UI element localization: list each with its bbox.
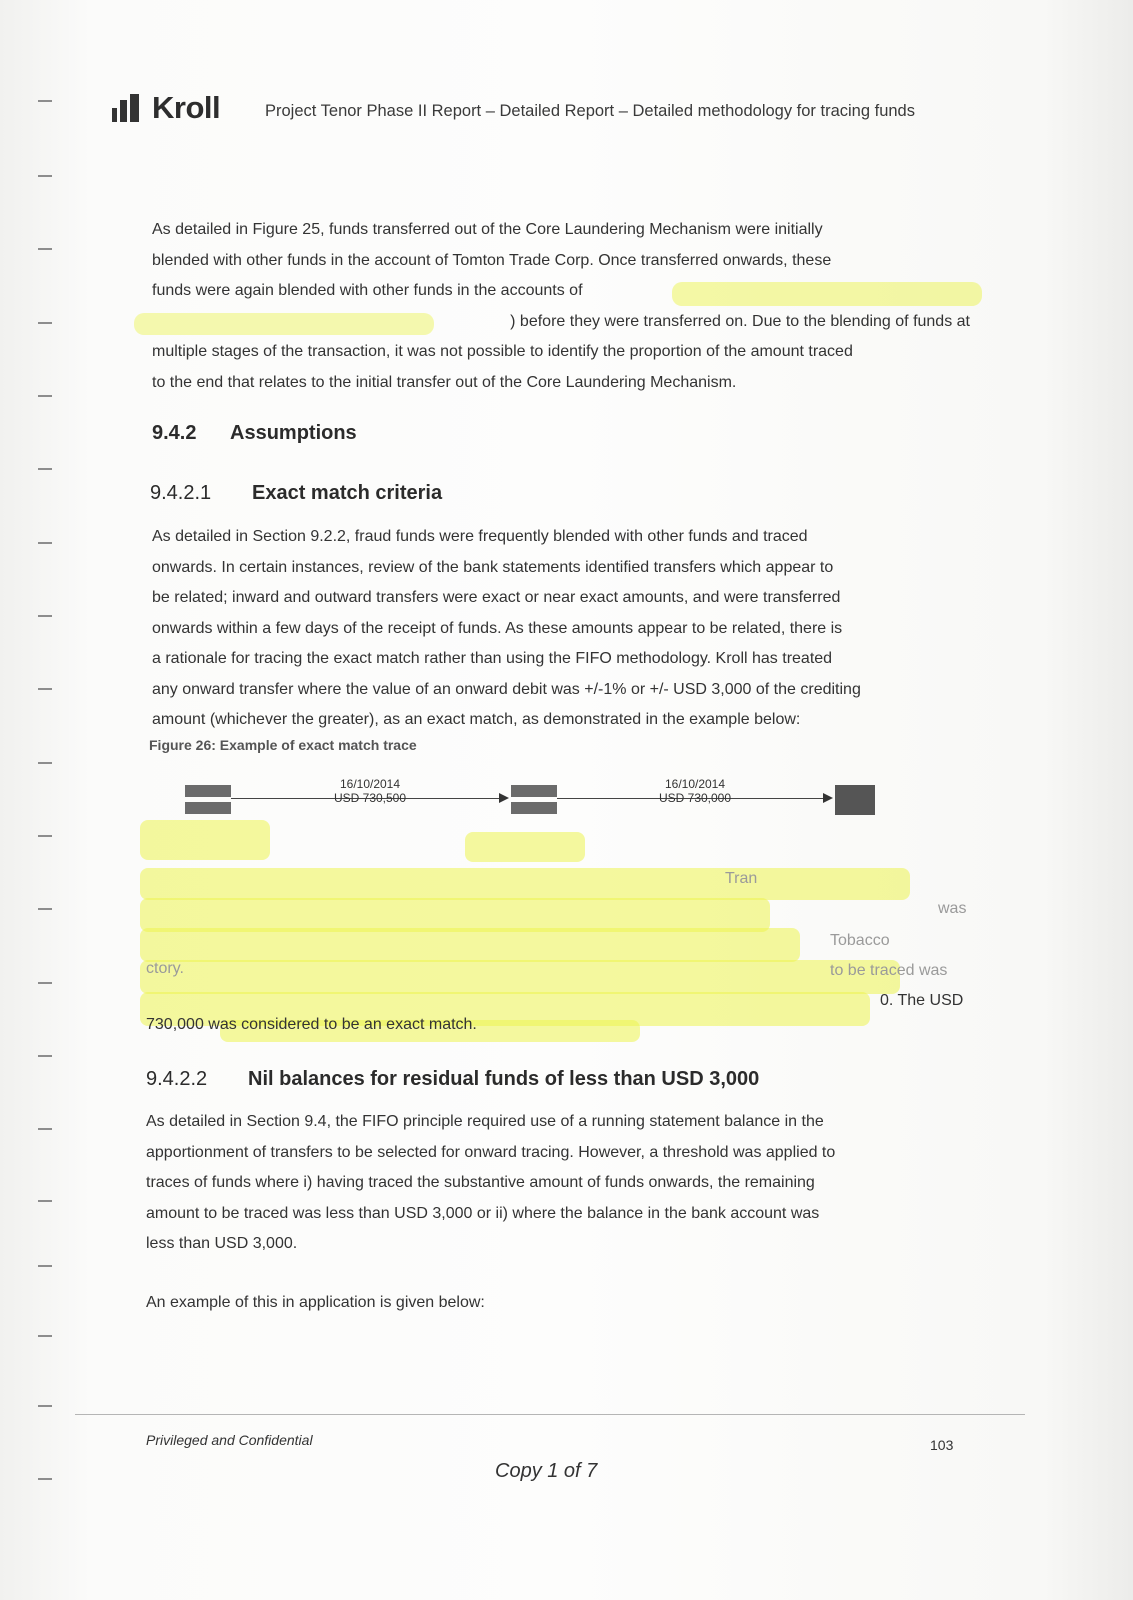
paragraph-line: be related; inward and outward transfers were exact or near exact amounts, and were transferred (152, 589, 841, 606)
paragraph-line: amount (whichever the greater), as an exact match, as demonstrated in the example below: (152, 711, 801, 728)
footer-divider (75, 1414, 1025, 1415)
intro-line: to the end that relates to the initial transfer out of the Core Laundering Mechanism. (152, 373, 737, 391)
paragraph-line: traces of funds where i) having traced the substantive amount of funds onwards, the remaining (146, 1174, 815, 1191)
subsection-heading: 9.4.2.1 Exact match criteria (150, 482, 443, 504)
intro-line: blended with other funds in the account of Tomton Trade Corp. Once transferred onwards, these (152, 251, 832, 269)
intro-paragraph (152, 215, 970, 398)
logo-text: Kroll (152, 90, 221, 125)
paragraph-line: amount to be traced was less than USD 3,000 or ii) where the balance in the bank account was (146, 1204, 820, 1222)
paragraph-line: apportionment of transfers to be selected for onward tracing. However, a threshold was applied to (146, 1143, 836, 1161)
paragraph-line: As detailed in Section 9.4, the FIFO principle required use of a running statement balance in the (146, 1113, 824, 1130)
redacted-paragraph-last-line: 730,000 was considered to be an exact match. (146, 1016, 477, 1033)
footer-confidentiality: Privileged and Confidential (146, 1432, 313, 1448)
binder-margin (38, 0, 54, 1600)
redacted-entity-node (185, 785, 231, 815)
subsection-heading: 9.4.2.2 Nil balances for residual funds of less than USD 3,000 (146, 1068, 760, 1090)
page-number: 103 (930, 1437, 954, 1453)
nil-balance-paragraph (146, 1107, 960, 1260)
paragraph-line: onwards within a few days of the receipt of funds. As these amounts appear to be related, there is (152, 619, 843, 637)
paragraph-line: less than USD 3,000. (146, 1235, 298, 1252)
exact-match-trace-figure (185, 775, 885, 825)
kroll-logo-icon (110, 94, 144, 122)
redaction-highlight (134, 313, 434, 335)
copy-stamp: Copy 1 of 7 (495, 1460, 598, 1482)
paragraph-line: a rationale for tracing the exact match rather than using the FIFO methodology. Kroll has treated (152, 650, 833, 667)
edge-label-1: 16/10/2014 USD 730,500 (333, 777, 407, 805)
intro-line: funds were again blended with other funds in the accounts of (152, 276, 970, 307)
intro-line: multiple stages of the transaction, it was not possible to identify the proportion of the amount traced (152, 343, 853, 360)
intro-line: As detailed in Figure 25, funds transferred out of the Core Laundering Mechanism were initially (152, 221, 823, 238)
example-intro-line: An example of this in application is given below: (146, 1294, 485, 1311)
edge-label-2: 16/10/2014 USD 730,000 (658, 777, 732, 805)
redaction-highlight (672, 282, 982, 306)
paragraph-line: As detailed in Section 9.2.2, fraud funds were frequently blended with other funds and traced (152, 528, 808, 545)
paragraph-line: any onward transfer where the value of an onward debit was +/-1% or +/- USD 3,000 of the crediting (152, 680, 861, 698)
redacted-entity-node (511, 785, 557, 815)
page-header (110, 88, 1010, 128)
intro-line: ) before they were transferred on. Due to the blending of funds at (152, 307, 970, 338)
redacted-entity-node (835, 785, 875, 815)
figure-caption: Figure 26: Example of exact match trace (149, 737, 417, 753)
redacted-paragraph: Tran was Tobacco ctory. to be traced was 0. The USD (140, 820, 970, 1040)
paragraph-line: onwards. In certain instances, review of the bank statements identified transfers which appear to (152, 558, 834, 576)
exact-match-paragraph (152, 522, 970, 736)
section-heading: 9.4.2 Assumptions (152, 422, 357, 444)
header-title: Project Tenor Phase II Report – Detailed Report – Detailed methodology for tracing funds (265, 102, 915, 120)
